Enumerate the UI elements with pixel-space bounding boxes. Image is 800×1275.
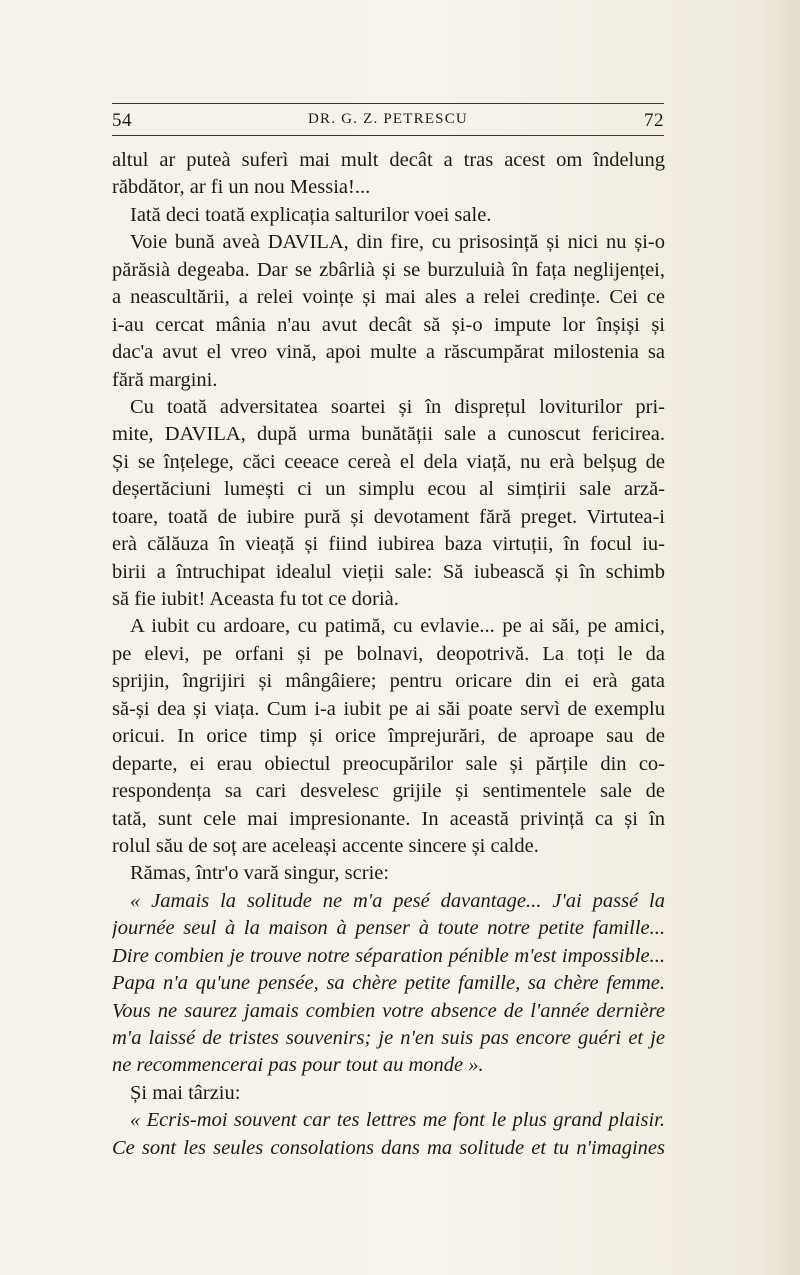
text-line: toare, toată de iubire pură și devotament fără preget. Virtutea-i — [112, 505, 665, 528]
page-header — [112, 103, 664, 143]
text-line: să fie iubit! Aceasta fu tot ce dorià. — [112, 588, 399, 610]
header-rule-bottom — [112, 135, 664, 136]
text-line: Voie bună aveà DAVILA, din fire, cu prisosință și nici nu și-o — [130, 231, 665, 254]
text-line: tată, sunt cele mai impresionante. In această privință ca și în — [112, 807, 665, 830]
text-line: birii a întruchipat idealul vieții sale: Să iubească și în schimb — [112, 560, 665, 583]
text-line: răbdător, ar fi un nou Messia!... — [112, 176, 371, 199]
text-line: mite, DAVILA, după urma bunătății sale a cunoscut fericirea. — [112, 423, 665, 446]
text-line: pe elevi, pe orfani și pe bolnavi, deopotrivă. La toți le da — [112, 642, 665, 665]
quote-line: Ce sont les seules consolations dans ma solitude et tu n'imagines — [112, 1136, 665, 1159]
quote-line: Dire combien je trouve notre séparation pénible m'est impossible... — [112, 944, 665, 967]
text-line: părăsià degeaba. Dar se zbârlià și se burzuluià în fața neglijenței, — [112, 258, 665, 281]
quote-line: Vous ne saurez jamais combien votre absence de l'année dernière — [112, 999, 665, 1022]
text-line: A iubit cu ardoare, cu patimă, cu evlavie... pe ai săi, pe amici, — [130, 615, 665, 638]
text-line: Cu toată adversitatea soartei și în disprețul loviturilor pri- — [130, 395, 665, 418]
section-marker: 72 — [644, 110, 664, 131]
quote-line: « Ecris-moi souvent car tes lettres me font le plus grand plaisir. — [130, 1109, 665, 1132]
text-line: i-au cercat mânia n'au avut decât să și-o impute lor înșiși și — [112, 313, 665, 336]
text-line: a neascultării, a relei voințe și mai ales a relei credințe. Cei ce — [112, 286, 665, 309]
quote-line: « Jamais la solitude ne m'a pesé davantage... J'ai passé la — [130, 889, 665, 912]
text-line: sprijin, îngrijiri și mângâiere; pentru oricare din ei erà gata — [112, 670, 665, 693]
text-line: erà călăuza în vieață și fiind iubirea baza virtuții, în focul iu- — [112, 533, 665, 556]
text-line: departe, ei erau obiectul preocupărilor sale și părțile din co- — [112, 752, 665, 775]
text-line: să-și dea și viața. Cum i-a iubit pe ai săi poate servì de exemplu — [112, 697, 665, 720]
quote-line: Papa n'a qu'une pensée, sa chère petite famille, sa chère femme. — [112, 972, 665, 995]
text-line: oricui. In orice timp și orice împrejurări, de aproape sau de — [112, 725, 665, 748]
text-line: Rămas, într'o vară singur, scrie: — [130, 862, 390, 885]
text-line: rolul său de soț are aceleași accente sincere și calde. — [112, 834, 539, 857]
text-line: Iată deci toată explicația salturilor voei sale. — [130, 203, 492, 226]
page-number: 54 — [112, 110, 132, 131]
page-edge-shading — [760, 0, 800, 1275]
text-line: respondența sa cari desvelesc grijile și sentimentele sale de — [112, 780, 665, 803]
text-line: dac'a avut el vreo vină, apoi multe a răscumpărat milostenia sa — [112, 341, 665, 364]
quote-line: m'a laissé de tristes souvenirs; je n'en suis pas encore guéri et je — [112, 1027, 665, 1049]
quote-line: ne recommencerai pas pour tout au monde ». — [112, 1054, 484, 1077]
running-title: DR. G. Z. PETRESCU — [308, 111, 468, 127]
text-line: Și mai târziu: — [130, 1081, 241, 1104]
header-rule-top — [112, 103, 664, 104]
text-line: fără margini. — [112, 368, 218, 391]
quote-line: journée seul à la maison à penser à toute notre petite famille... — [112, 917, 665, 940]
text-line: altul ar puteà suferì mai mult decât a tras acest om îndelung — [112, 149, 665, 171]
body-text — [112, 147, 665, 1162]
text-line: deșertăciuni lumești ci un simplu ecou al simțirii sale arză- — [112, 478, 665, 501]
text-line: Și se înțelege, căci ceeace cereà el dela viață, nu erà belșug de — [112, 450, 665, 473]
